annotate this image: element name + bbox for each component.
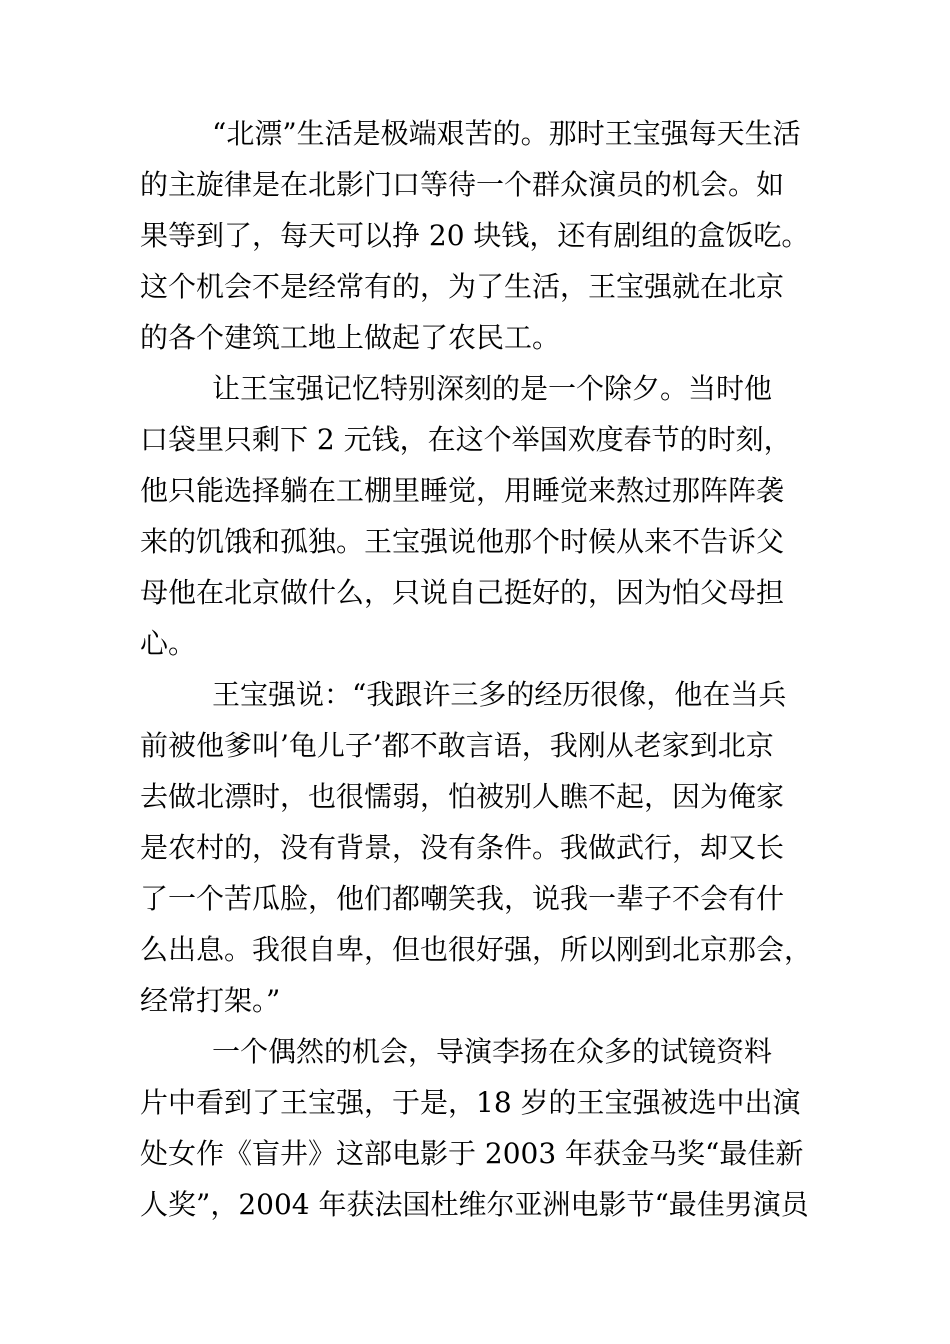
text-line: 母他在北京做什么，只说自己挺好的，因为怕父母担 (140, 576, 785, 609)
text-line: 的各个建筑工地上做起了农民工。 (140, 321, 561, 354)
text-line: 处女作《盲井》这部电影于 2003 年获金马奖“最佳新 (140, 1137, 804, 1170)
text-line: 来的饥饿和孤独。王宝强说他那个时候从来不告诉父 (140, 525, 785, 558)
text-line: 让王宝强记忆特别深刻的是一个除夕。当时他 (212, 372, 773, 405)
text-line: 王宝强说：“我跟许三多的经历很像，他在当兵 (212, 678, 787, 711)
text-line: 一个偶然的机会，导演李扬在众多的试镜资料 (212, 1035, 773, 1068)
text-line: 心。 (140, 627, 197, 660)
text-line: 口袋里只剩下 2 元钱，在这个举国欢度春节的时刻， (140, 423, 792, 456)
text-line: 么出息。我很自卑，但也很好强，所以刚到北京那会， (140, 933, 813, 966)
paragraph-quote (140, 669, 820, 1026)
text-line: 片中看到了王宝强，于是，18 岁的王宝强被选中出演 (140, 1086, 801, 1119)
text-line: 这个机会不是经常有的，为了生活，王宝强就在北京 (140, 270, 785, 303)
paragraph-new-years-eve (140, 363, 820, 669)
paragraph-chance (140, 1026, 820, 1230)
text-line: 前被他爹叫’龟儿子’都不敢言语，我刚从老家到北京 (140, 729, 774, 762)
text-line: 是农村的，没有背景，没有条件。我做武行，却又长 (140, 831, 785, 864)
article-body (140, 108, 820, 1230)
text-line: “北漂”生活是极端艰苦的。那时王宝强每天生活 (212, 117, 801, 150)
paragraph-beipiao-life (140, 108, 820, 363)
text-line: 人奖”，2004 年获法国杜维尔亚洲电影节“最佳男演员 (140, 1188, 809, 1221)
text-line: 去做北漂时，也很懦弱，怕被别人瞧不起，因为俺家 (140, 780, 785, 813)
text-line: 的主旋律是在北影门口等待一个群众演员的机会。如 (140, 168, 785, 201)
text-line: 了一个苦瓜脸，他们都嘲笑我，说我一辈子不会有什 (140, 882, 785, 915)
text-line: 经常打架。” (140, 984, 281, 1017)
text-line: 果等到了，每天可以挣 20 块钱，还有剧组的盒饭吃。 (140, 219, 810, 252)
text-line: 他只能选择躺在工棚里睡觉，用睡觉来熬过那阵阵袭 (140, 474, 785, 507)
